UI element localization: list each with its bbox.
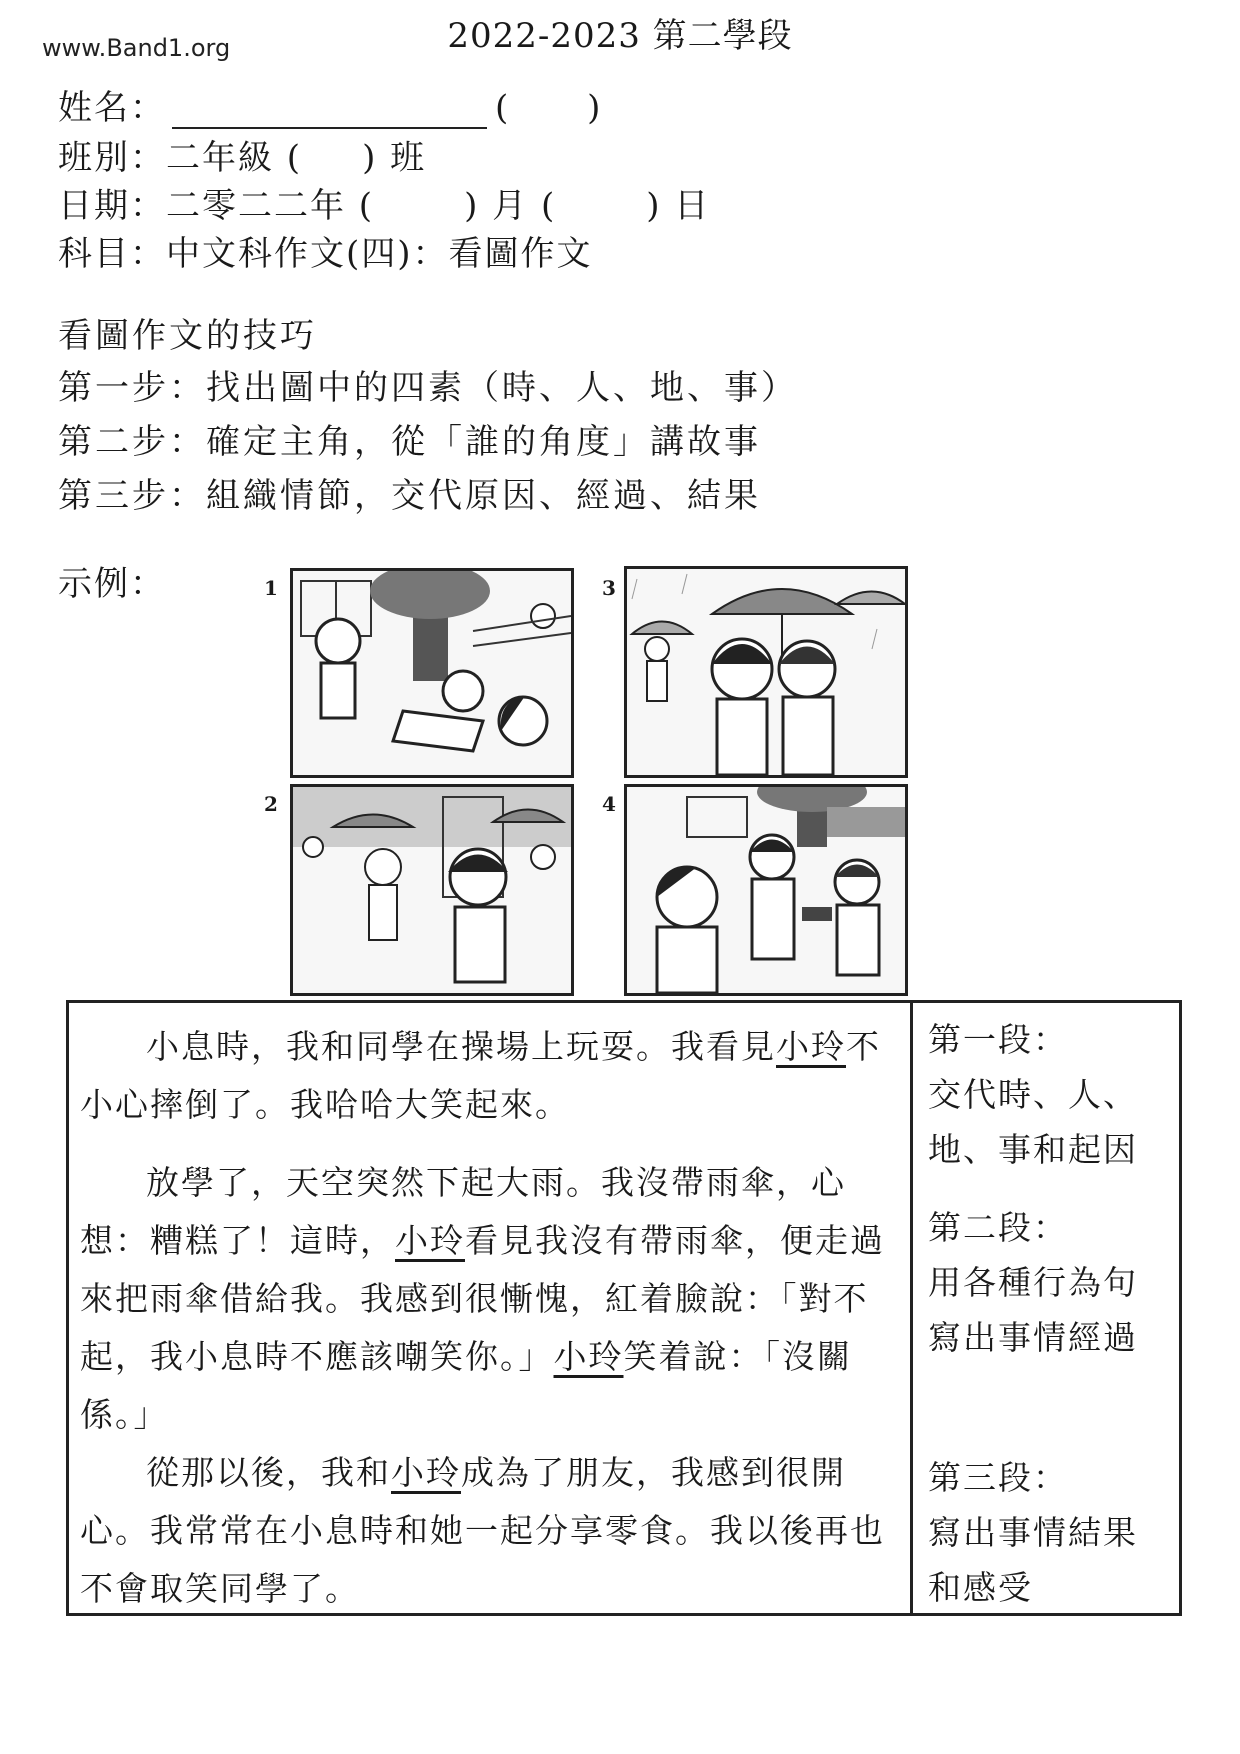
subject-value: 中文科作文(四)：看圖作文 xyxy=(166,234,593,274)
side-note-text: 用各種行為句 xyxy=(928,1263,1138,1302)
side-note-text: 寫出事情結果 xyxy=(928,1513,1138,1552)
essay-paragraph-2 xyxy=(80,1154,890,1444)
side-note-heading: 第一段： xyxy=(928,1020,1068,1059)
side-note-3 xyxy=(928,1450,1168,1615)
essay-text: 小息時，我和同學在操場上玩耍。我看見 xyxy=(146,1027,776,1066)
step-3: 第三步：組織情節，交代原因、經過、結果 xyxy=(58,476,761,516)
example-label: 示例： xyxy=(58,564,166,604)
date-year: 二零二二年 ( xyxy=(166,186,375,226)
essay-paragraph-1 xyxy=(80,1018,890,1134)
side-note-text: 寫出事情經過 xyxy=(928,1318,1138,1357)
subject-label: 科目： xyxy=(58,234,166,274)
step-1: 第一步：找出圖中的四素（時、人、地、事） xyxy=(58,368,798,408)
side-note-heading: 第二段： xyxy=(928,1208,1068,1247)
side-note-text: 和感受 xyxy=(928,1568,1033,1607)
character-name: 小玲 xyxy=(776,1027,846,1066)
umbrella-share-illustration xyxy=(627,569,905,775)
name-label: 姓名： xyxy=(58,88,166,128)
class-suffix: ) 班 xyxy=(362,138,427,178)
essay-text: 看見我沒有帶雨傘，便走過來把雨傘借給我。我感到很慚愧，紅着臉說：「對不起，我小息時不應該嘲笑你。」 xyxy=(80,1221,885,1376)
comic-panel-3 xyxy=(624,566,908,778)
site-url[interactable]: www.Band1.org xyxy=(42,34,231,62)
comic-panel-4 xyxy=(624,784,908,996)
class-grade: 二年級 ( xyxy=(166,138,303,178)
essay-text: 笑着說：「沒關係。」 xyxy=(80,1337,852,1434)
essay-text: 放學了，天空突然下起大雨。我沒帶雨傘，心想：糟糕了！這時， xyxy=(80,1163,846,1260)
comic-panel-1 xyxy=(290,568,574,778)
date-month: ) 月 ( xyxy=(464,186,557,226)
essay-divider xyxy=(910,1000,913,1616)
comic-panel-2 xyxy=(290,784,574,996)
essay-paragraph-3 xyxy=(80,1444,890,1618)
page-title: 2022-2023 第二學段 xyxy=(447,16,793,56)
panel-number-3: 3 xyxy=(602,576,616,600)
friends-snack-illustration xyxy=(627,787,905,993)
playground-fall-illustration xyxy=(293,571,571,775)
side-note-2 xyxy=(928,1200,1168,1365)
panel-number-1: 1 xyxy=(264,576,278,600)
rain-afterschool-illustration xyxy=(293,787,571,993)
side-note-text: 地、事和起因 xyxy=(928,1130,1138,1169)
side-note-heading: 第三段： xyxy=(928,1458,1068,1497)
name-field[interactable] xyxy=(172,97,487,129)
date-row xyxy=(58,178,710,227)
number-field[interactable]: ( ) xyxy=(495,88,603,128)
date-day: ) 日 xyxy=(646,186,711,226)
class-label: 班別： xyxy=(58,138,166,178)
essay-text: 不小心摔倒了。我哈哈大笑起來。 xyxy=(80,1027,881,1124)
step-2: 第二步：確定主角，從「誰的角度」講故事 xyxy=(58,422,761,462)
date-label: 日期： xyxy=(58,186,166,226)
class-row xyxy=(58,130,426,179)
essay-text: 從那以後，我和 xyxy=(146,1453,391,1492)
character-name: 小玲 xyxy=(391,1453,461,1492)
panel-number-2: 2 xyxy=(264,792,278,816)
side-note-text: 交代時、人、 xyxy=(928,1075,1138,1114)
essay-text: 成為了朋友，我感到很開心。我常常在小息時和她一起分享零食。我以後再也不會取笑同學了。 xyxy=(80,1453,885,1608)
subject-row xyxy=(58,226,593,275)
panel-number-4: 4 xyxy=(602,792,616,816)
name-row xyxy=(58,80,602,129)
skills-heading: 看圖作文的技巧 xyxy=(58,316,317,356)
character-name: 小玲 xyxy=(553,1337,624,1376)
character-name: 小玲 xyxy=(395,1221,465,1260)
side-note-1 xyxy=(928,1012,1168,1177)
